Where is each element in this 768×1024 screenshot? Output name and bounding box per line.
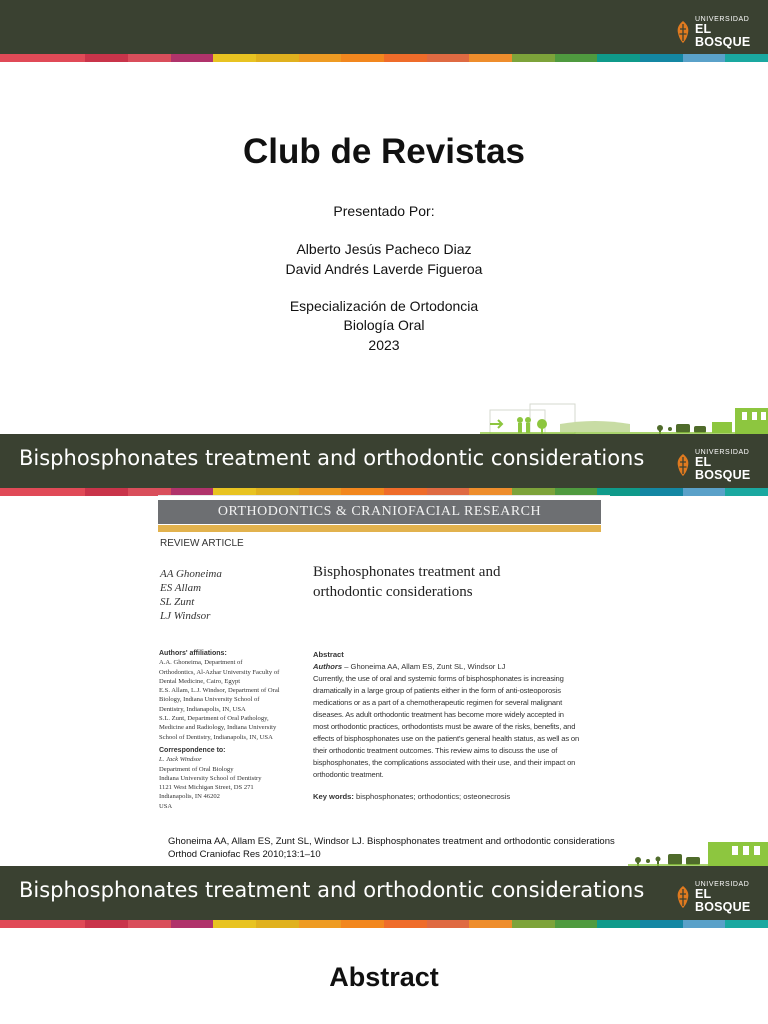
affiliation-line: E.S. Allam, L.J. Windsor, Department of Oral: [159, 687, 280, 695]
stripe-segment: [555, 920, 598, 928]
university-emblem-icon: [676, 20, 690, 44]
affiliation-line: Biology, Indiana University School of: [159, 696, 260, 704]
logo-small-text: UNIVERSIDAD: [695, 16, 750, 23]
abstract-line: their orthodontic treatment outcomes. This review aims to discuss the use of: [313, 746, 558, 755]
stripe-segment: [640, 920, 683, 928]
stripe-segment: [43, 920, 86, 928]
stripe-segment: [128, 54, 171, 62]
stripe-segment: [85, 488, 128, 496]
stripe-segment: [640, 488, 683, 496]
article-title-line: orthodontic considerations: [313, 584, 473, 600]
article-section-label: REVIEW ARTICLE: [160, 538, 244, 549]
city-scene-illustration: [480, 402, 768, 434]
stripe-segment: [171, 54, 214, 62]
abstract-line: dramatically in a large group of patients either in the form of anti-osteoporosis: [313, 686, 561, 695]
correspondence-line: Indianapolis, IN 46202: [159, 793, 220, 801]
slide-title: Abstract: [329, 962, 439, 992]
citation-line: Ghoneima AA, Allam ES, Zunt SL, Windsor LJ. Bisphosphonates treatment and orthodontic considerations: [168, 836, 615, 847]
stripe-segment: [85, 54, 128, 62]
university-logo: [676, 16, 768, 48]
author-name: Alberto Jesús Pacheco Diaz: [296, 241, 472, 257]
year-label: 2023: [368, 337, 400, 353]
color-stripe: [0, 54, 768, 62]
stripe-segment: [299, 920, 342, 928]
course-name: Biología Oral: [343, 317, 425, 333]
stripe-segment: [555, 54, 598, 62]
article-author: LJ Windsor: [160, 610, 211, 622]
affiliation-line: Medicine and Radiology, Indiana University: [159, 724, 277, 732]
stripe-segment: [469, 920, 512, 928]
abstract-heading: Abstract: [313, 650, 344, 659]
abstract-line: Currently, the use of oral and systemic forms of bisphosphonates is increasing: [313, 674, 564, 683]
logo-small-text: UNIVERSIDAD: [695, 449, 750, 456]
stripe-segment: [341, 920, 384, 928]
abstract-line: effects of bisphosphonates use on the patient's general health status, as well as on: [313, 734, 580, 743]
stripe-segment: [213, 920, 256, 928]
abstract-line: most orthodontic practices, orthodontists must be aware of the risks, benefits, and: [313, 722, 576, 731]
stripe-segment: [427, 54, 470, 62]
stripe-segment: [384, 920, 427, 928]
stripe-segment: [725, 488, 768, 496]
stripe-segment: [640, 54, 683, 62]
correspondence-line: USA: [159, 802, 173, 810]
slide-header-title: Bisphosphonates treatment and orthodontic considerations: [19, 446, 645, 470]
abstract-line: orthodontic treatment.: [313, 770, 384, 779]
abstract-authors-label: Authors: [313, 662, 343, 671]
article-author: AA Ghoneima: [160, 568, 222, 580]
stripe-segment: [384, 54, 427, 62]
stripe-segment: [0, 488, 43, 496]
slide-header-title: Bisphosphonates treatment and orthodontic considerations: [19, 878, 645, 902]
correspondence-line: Indiana University School of Dentistry: [159, 774, 262, 782]
stripe-segment: [683, 54, 726, 62]
affiliations-heading: Authors' affiliations:: [159, 650, 227, 657]
correspondence-heading: Correspondence to:: [159, 747, 226, 754]
university-logo: [676, 449, 768, 481]
correspondence-line: L. Jack Windsor: [159, 756, 202, 764]
abstract-line: medications or as a part of a chemotherapeutic regimen for several malignant: [313, 698, 563, 707]
affiliation-line: School of Dentistry, Indianapolis, IN, USA: [159, 733, 273, 741]
article-screenshot: [158, 495, 610, 824]
stripe-segment: [299, 54, 342, 62]
article-author: ES Allam: [160, 582, 202, 594]
abstract-line: bisphosphonates, the complications associated with their use, and their impact on: [313, 758, 576, 767]
keywords-label: Key words:: [313, 792, 354, 801]
journal-header: ORTHODONTICS & CRANIOFACIAL RESEARCH: [158, 500, 601, 524]
citation-line: Orthod Craniofac Res 2010;13:1–10: [168, 849, 321, 860]
affiliation-line: Dental Medicine, Cairo, Egypt: [159, 677, 241, 685]
affiliation-line: Dentistry, Indianapolis, IN, USA: [159, 705, 246, 713]
presented-by-label: Presentado Por:: [333, 203, 435, 219]
slide-title: Club de Revistas: [242, 132, 526, 171]
stripe-segment: [256, 920, 299, 928]
stripe-segment: [597, 54, 640, 62]
stripe-segment: [256, 54, 299, 62]
stripe-segment: [171, 920, 214, 928]
keywords-line: [313, 791, 608, 803]
university-emblem-icon: [676, 885, 690, 909]
stripe-segment: [43, 488, 86, 496]
abstract-block: [313, 649, 608, 803]
article-authors: [160, 567, 222, 623]
logo-small-text: UNIVERSIDAD: [695, 881, 750, 888]
abstract-authors-names: – Ghoneima AA, Allam ES, Zunt SL, Windsor LJ: [342, 662, 506, 671]
slide-header-band: [0, 866, 768, 920]
stripe-segment: [725, 54, 768, 62]
stripe-segment: [469, 54, 512, 62]
affiliation-line: Orthodontics, Al-Azhar University Faculty of: [159, 668, 280, 676]
stripe-segment: [725, 920, 768, 928]
university-emblem-icon: [676, 453, 690, 477]
stripe-segment: [683, 920, 726, 928]
stripe-segment: [427, 920, 470, 928]
author-name: David Andrés Laverde Figueroa: [285, 261, 483, 277]
logo-big-text: EL BOSQUE: [695, 455, 751, 482]
stripe-segment: [128, 920, 171, 928]
article-title: [313, 562, 500, 602]
stripe-segment: [597, 920, 640, 928]
journal-header-accent: [158, 525, 601, 532]
stripe-segment: [0, 54, 43, 62]
affiliation-line: S.L. Zunt, Department of Oral Pathology,: [159, 715, 269, 723]
article-title-line: Bisphosphonates treatment and: [313, 564, 501, 580]
stripe-segment: [85, 920, 128, 928]
city-scene-illustration: [628, 838, 768, 866]
abstract-authors: [313, 661, 608, 673]
affiliation-line: A.A. Ghoneima, Department of: [159, 659, 243, 667]
stripe-segment: [43, 54, 86, 62]
keywords-value: bisphosphonates; orthodontics; osteonecrosis: [353, 792, 511, 801]
correspondence-line: Department of Oral Biology: [159, 765, 234, 773]
abstract-line: diseases. As adult orthodontic treatment has become more widely accepted in: [313, 710, 564, 719]
stripe-segment: [512, 54, 555, 62]
stripe-segment: [512, 920, 555, 928]
color-stripe: [0, 920, 768, 928]
top-header-bar: [0, 0, 768, 54]
logo-big-text: EL BOSQUE: [695, 887, 751, 914]
stripe-segment: [683, 488, 726, 496]
stripe-segment: [341, 54, 384, 62]
logo-big-text: EL BOSQUE: [695, 22, 751, 49]
correspondence-line: 1121 West Michigan Street, DS 271: [159, 784, 254, 792]
stripe-segment: [0, 920, 43, 928]
affiliations-block: [159, 649, 309, 742]
university-logo: [676, 881, 768, 913]
slide-header-band: [0, 434, 768, 488]
program-name: Especialización de Ortodoncia: [289, 298, 479, 314]
stripe-segment: [213, 54, 256, 62]
correspondence-block: [159, 746, 309, 811]
article-author: SL Zunt: [160, 596, 195, 608]
